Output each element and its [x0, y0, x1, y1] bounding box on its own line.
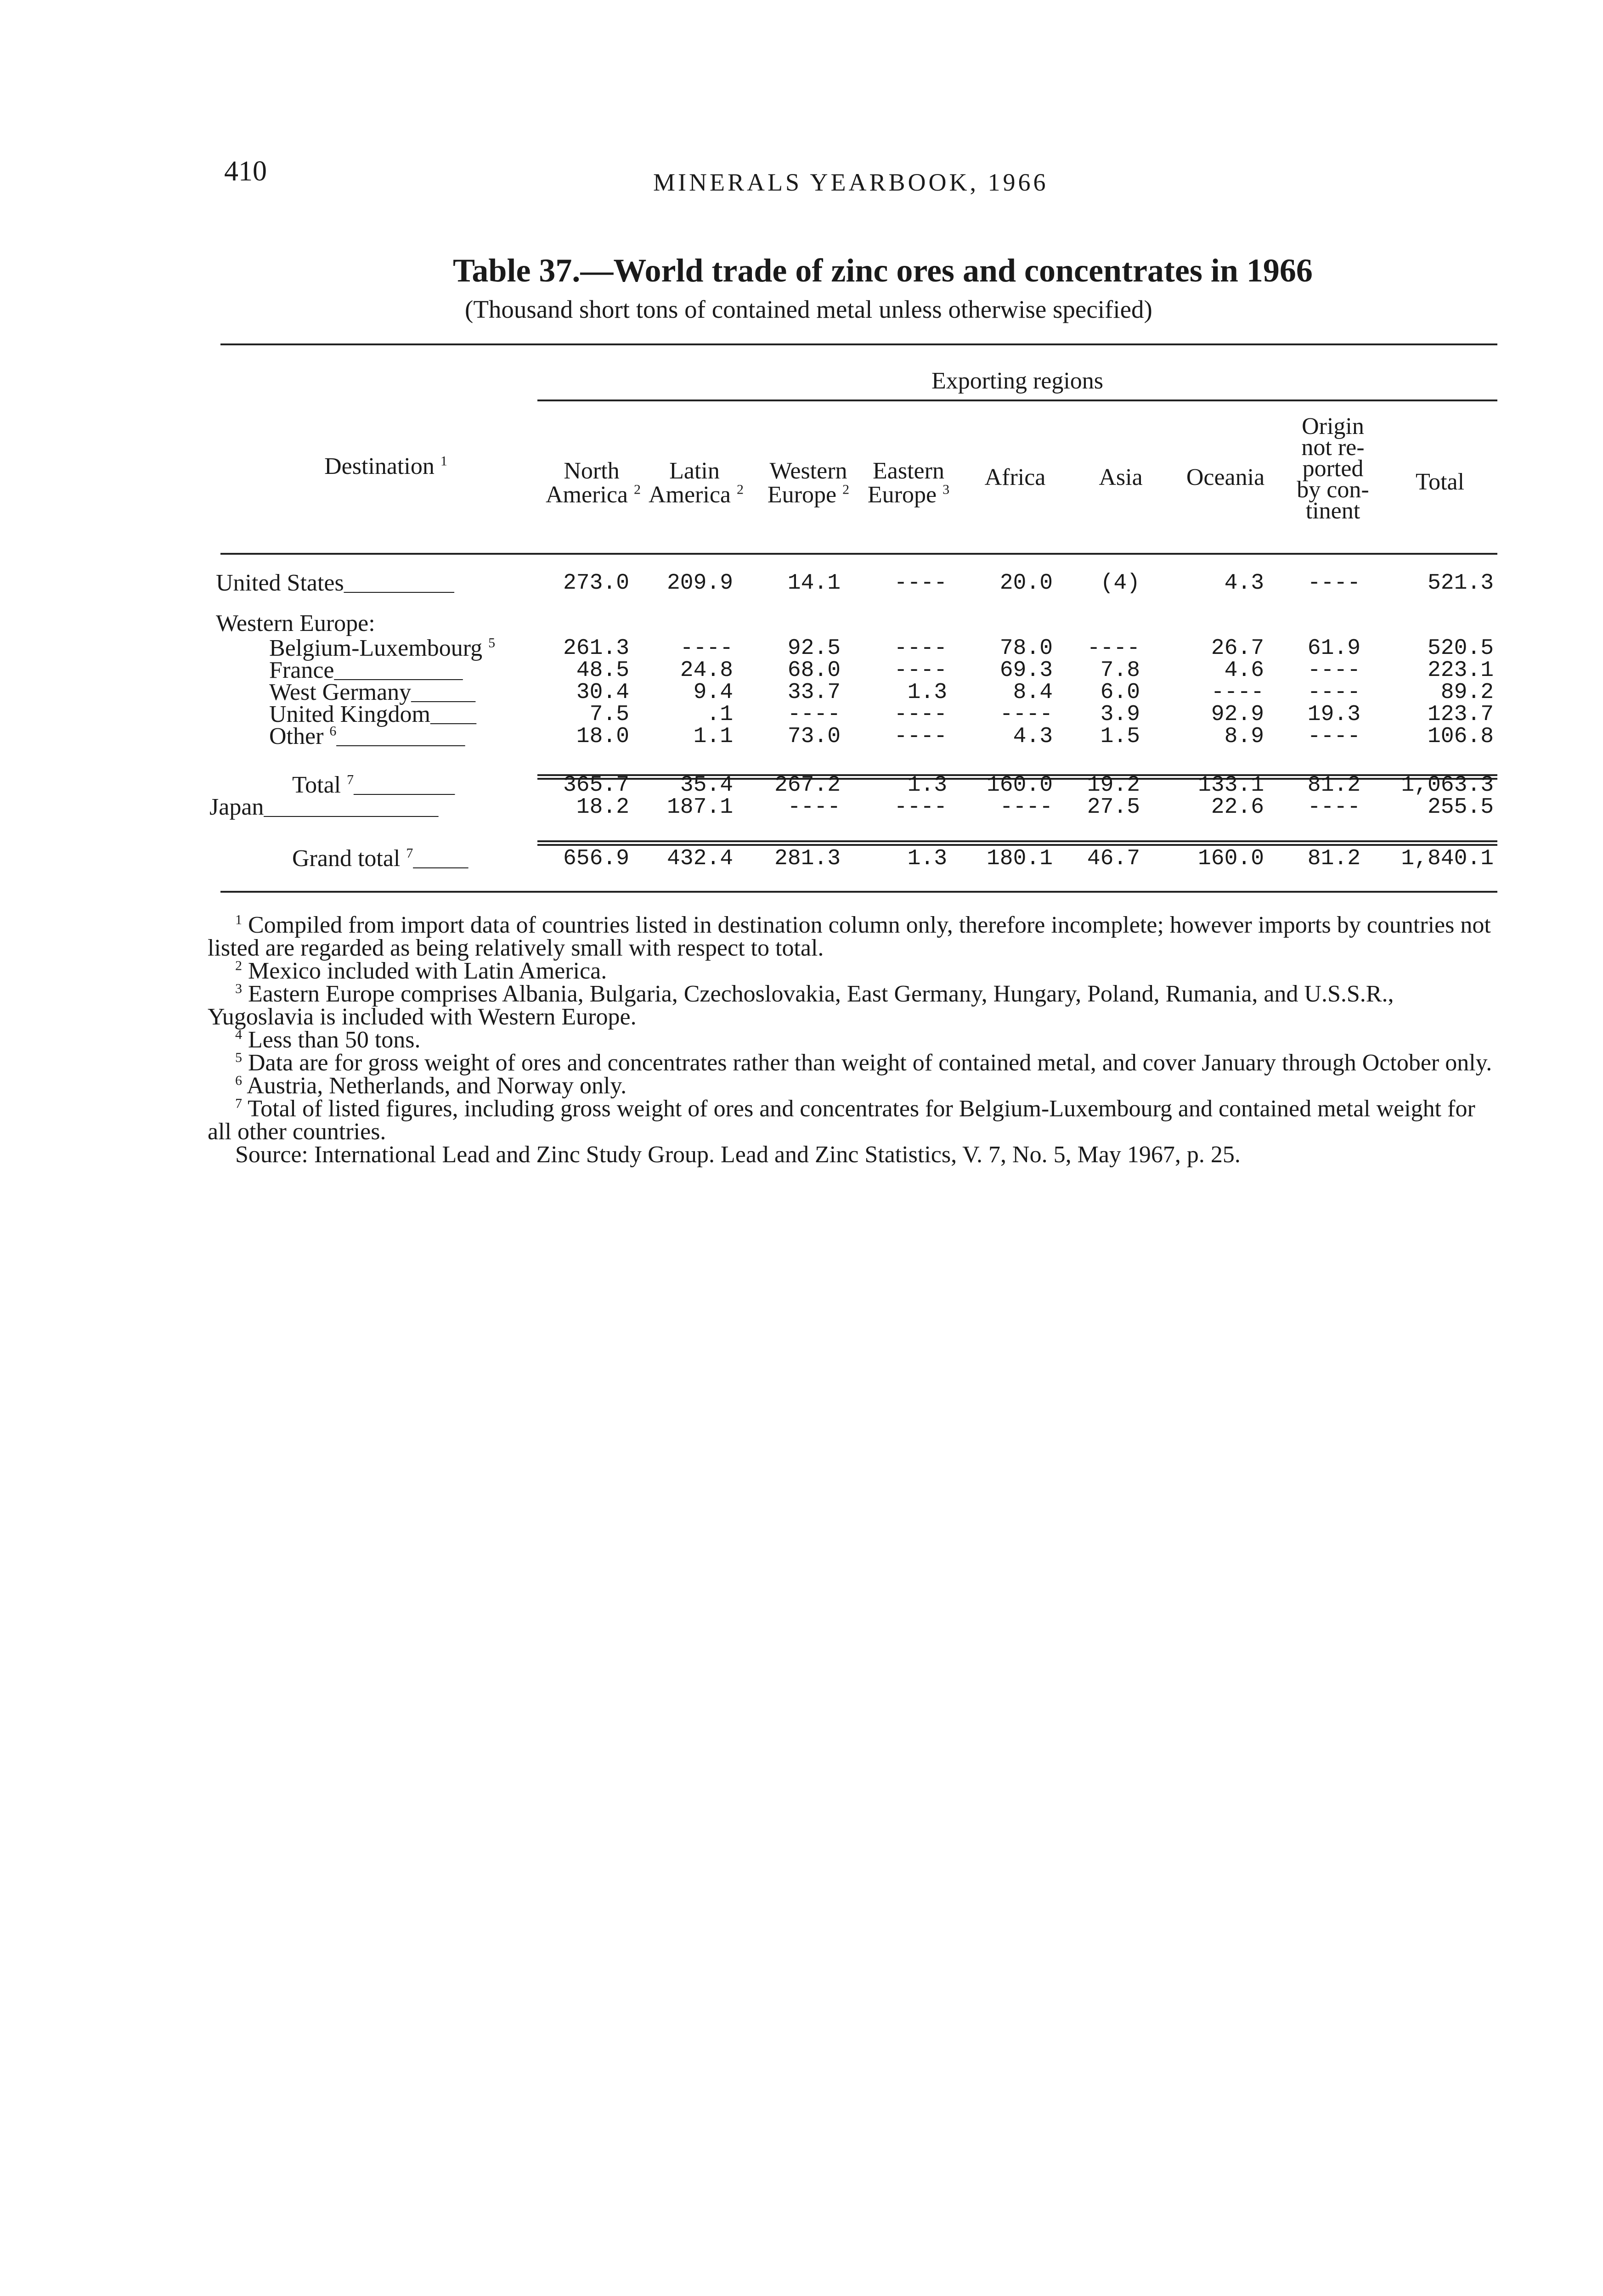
- dot-leader: ______________: [336, 727, 465, 748]
- table-cell: 18.2: [576, 795, 629, 820]
- table-cell: ----: [1211, 680, 1264, 705]
- footnote: $^3$ Eastern Europe comprises Albania, Bulgaria, Czechoslovakia, East Germany, Hungary, Poland, Rumania, and U.S.S.R., Yugoslavia is included with Western Europe.: [208, 981, 1394, 1030]
- table-cell: 89.2: [1440, 680, 1494, 705]
- table-cell: ----: [999, 702, 1053, 727]
- dot-leader: _____: [430, 705, 476, 726]
- footnote-mark: 4: [235, 1027, 242, 1042]
- column-header-line: Origin: [1302, 413, 1364, 439]
- footnote: $^5$ Data are for gross weight of ores and concentrates rather than weight of contained metal, and cover January through October only.: [235, 1050, 1492, 1076]
- table-cell: 81.2: [1307, 846, 1360, 871]
- footnote-ref: 2: [842, 482, 850, 497]
- table-cell: 22.6: [1211, 795, 1264, 820]
- table-cell: 73.0: [787, 724, 841, 749]
- table-cell: 18.0: [576, 724, 629, 749]
- table-cell: 160.0: [1197, 846, 1264, 871]
- table-cell: ----: [1307, 724, 1360, 749]
- table-cell: ----: [894, 702, 947, 727]
- row-label: United States____________: [216, 570, 454, 596]
- table-cell: ----: [680, 636, 733, 661]
- table-cell: ----: [787, 795, 841, 820]
- column-header: [1180, 466, 1271, 490]
- table-cell: ----: [1087, 636, 1140, 661]
- column-header-line: Europe $^3$: [867, 482, 950, 508]
- table-cell: 8.9: [1224, 724, 1264, 749]
- table-cell: 1,840.1: [1401, 846, 1494, 871]
- table-cell: 24.8: [680, 658, 733, 683]
- dot-leader: ______: [413, 850, 468, 870]
- dot-leader: ____________: [344, 574, 454, 595]
- table-cell: 4.6: [1224, 658, 1264, 683]
- table-cell: ----: [894, 636, 947, 661]
- row-label: West Germany_______: [269, 679, 476, 705]
- running-head: MINERALS YEARBOOK, 1966: [653, 169, 1049, 196]
- table-cell: 1.3: [907, 846, 947, 871]
- row-label: United Kingdom_____: [269, 701, 476, 727]
- dot-leader: ______________: [334, 661, 463, 682]
- table-cell: ----: [894, 571, 947, 596]
- footnotes: [208, 914, 1494, 1166]
- footnote: $^1$ Compiled from import data of countries listed in destination column only, therefore incomplete; however imports by countries not listed are regarded as being relatively small with respect to total.: [208, 912, 1491, 961]
- dot-leader: _______: [411, 683, 476, 704]
- footnote-mark: 7: [235, 1096, 242, 1111]
- table-cell: ----: [894, 795, 947, 820]
- table-cell: 27.5: [1087, 795, 1140, 820]
- table-cell: 7.8: [1100, 658, 1140, 683]
- footnote-ref: 1: [440, 453, 447, 469]
- table-cell: ----: [1307, 680, 1360, 705]
- table-cell: 19.3: [1307, 702, 1360, 727]
- column-header-line: Eastern: [873, 458, 944, 484]
- table-cell: 8.4: [1013, 680, 1053, 705]
- table-cell: 273.0: [563, 571, 629, 596]
- table-cell: 656.9: [563, 846, 629, 871]
- column-header-line: Latin: [669, 458, 720, 484]
- destination-header: Destination $^1$: [324, 453, 447, 479]
- row-label: France______________: [269, 657, 463, 683]
- table-cell: 1.3: [907, 773, 947, 798]
- table-cell: ----: [894, 658, 947, 683]
- column-header-line: tinent: [1305, 498, 1360, 524]
- footnote: $^6$ Austria, Netherlands, and Norway only.: [235, 1073, 627, 1099]
- table-cell: 106.8: [1427, 724, 1494, 749]
- footnote-ref: 2: [634, 482, 641, 497]
- table-cell: 180.1: [986, 846, 1053, 871]
- footnote-mark: 6: [235, 1073, 242, 1088]
- table-cell: 35.4: [680, 773, 733, 798]
- footnote-ref: 3: [943, 482, 950, 497]
- column-header-line: Western: [769, 458, 847, 484]
- table-top-rule: [220, 343, 1497, 345]
- table-cell: .1: [706, 702, 733, 727]
- table-subtitle: (Thousand short tons of contained metal unless otherwise specified): [465, 295, 1152, 323]
- table-cell: 187.1: [666, 795, 733, 820]
- table-cell: 1.1: [693, 724, 733, 749]
- table-cell: ----: [1307, 795, 1360, 820]
- table-cell: ----: [1307, 571, 1360, 596]
- footnote-ref: 2: [737, 482, 744, 497]
- table-cell: 432.4: [666, 846, 733, 871]
- footnote: $^2$ Mexico included with Latin America.: [235, 958, 607, 984]
- row-label: Belgium-Luxembourg $^5$: [269, 635, 496, 661]
- table-cell: (4): [1100, 571, 1140, 596]
- column-header-line: Asia: [1099, 464, 1143, 490]
- table-cell: 69.3: [999, 658, 1053, 683]
- footnote-mark: 3: [235, 981, 242, 996]
- table-cell: 223.1: [1427, 658, 1494, 683]
- table-cell: 1,063.3: [1401, 773, 1494, 798]
- column-header: [867, 459, 950, 507]
- table-cell: 7.5: [589, 702, 629, 727]
- page-number: 410: [224, 156, 267, 187]
- table-cell: 521.3: [1427, 571, 1494, 596]
- table-cell: 1.5: [1100, 724, 1140, 749]
- table-bottom-rule: [220, 891, 1497, 893]
- column-header-line: by con-: [1297, 477, 1369, 503]
- table-cell: 92.9: [1211, 702, 1264, 727]
- dot-leader: ___________: [354, 776, 455, 797]
- footnote: $^4$ Less than 50 tons.: [235, 1027, 421, 1053]
- header-bottom-rule: [220, 553, 1497, 555]
- table-cell: 61.9: [1307, 636, 1360, 661]
- table-cell: ----: [999, 795, 1053, 820]
- footnote-ref: 6: [329, 723, 337, 739]
- dot-leader: ___________________: [264, 798, 439, 819]
- table-cell: 133.1: [1197, 773, 1264, 798]
- table-cell: 48.5: [576, 658, 629, 683]
- footnote-mark: 5: [235, 1050, 242, 1065]
- column-header: [978, 466, 1052, 490]
- column-header-line: Europe $^2$: [767, 482, 850, 508]
- table-cell: 26.7: [1211, 636, 1264, 661]
- source-note: Source: International Lead and Zinc Study Group. Lead and Zinc Statistics, V. 7, No. 5, May 1967, p. 25.: [235, 1142, 1241, 1168]
- table-cell: 3.9: [1100, 702, 1140, 727]
- table-cell: 255.5: [1427, 795, 1494, 820]
- table-cell: 520.5: [1427, 636, 1494, 661]
- table-cell: 19.2: [1087, 773, 1140, 798]
- table-cell: 46.7: [1087, 846, 1140, 871]
- column-header: [1089, 466, 1153, 490]
- footnote: $^7$ Total of listed figures, including gross weight of ores and concentrates for Belgium-Luxembourg and contained metal weight for all other countries.: [208, 1096, 1475, 1145]
- table-cell: 6.0: [1100, 680, 1140, 705]
- row-label: Other $^6$______________: [269, 723, 465, 749]
- footnote-ref: 7: [406, 845, 413, 861]
- row-label: Japan___________________: [209, 794, 439, 820]
- table-cell: 160.0: [986, 773, 1053, 798]
- table-cell: 14.1: [787, 571, 841, 596]
- column-header-line: not re-: [1301, 434, 1365, 461]
- table-cell: 92.5: [787, 636, 841, 661]
- table-cell: ----: [894, 724, 947, 749]
- column-header-line: Oceania: [1186, 464, 1265, 490]
- footnote-mark: 1: [235, 912, 242, 928]
- table-cell: ----: [1307, 658, 1360, 683]
- table-cell: ----: [787, 702, 841, 727]
- row-label: Western Europe:: [216, 610, 375, 636]
- footnote-ref: 7: [347, 772, 354, 788]
- column-header: [760, 459, 857, 507]
- column-header: [1292, 413, 1374, 524]
- row-label: Total $^7$___________: [292, 772, 455, 798]
- column-header-line: Total: [1415, 469, 1465, 495]
- table-cell: 4.3: [1224, 571, 1264, 596]
- exporting-regions-header: Exporting regions: [931, 368, 1104, 394]
- column-header: [546, 458, 641, 508]
- column-header: [1403, 470, 1477, 494]
- column-header-line: ported: [1302, 456, 1364, 482]
- table-cell: 20.0: [999, 571, 1053, 596]
- column-header-line: America $^2$: [649, 482, 744, 508]
- column-header-line: America $^2$: [546, 482, 641, 508]
- footnote-ref: 5: [488, 635, 496, 651]
- table-cell: 81.2: [1307, 773, 1360, 798]
- table-cell: 261.3: [563, 636, 629, 661]
- row-label: Grand total $^7$______: [292, 845, 468, 872]
- table-cell: 123.7: [1427, 702, 1494, 727]
- table-title: Table 37.—World trade of zinc ores and concentrates in 1966: [453, 252, 1313, 289]
- table-cell: 281.3: [774, 846, 841, 871]
- japan-rule: [537, 840, 1497, 842]
- table-cell: 33.7: [787, 680, 841, 705]
- exporting-regions-rule: [537, 400, 1497, 401]
- table-cell: 30.4: [576, 680, 629, 705]
- footnote-mark: 2: [235, 958, 242, 974]
- table-cell: 209.9: [666, 571, 733, 596]
- table-cell: 68.0: [787, 658, 841, 683]
- column-header-line: Africa: [984, 464, 1046, 490]
- table-cell: 4.3: [1013, 724, 1053, 749]
- table-cell: 78.0: [999, 636, 1053, 661]
- table-cell: 9.4: [693, 680, 733, 705]
- column-header: [649, 458, 744, 508]
- table-cell: 1.3: [907, 680, 947, 705]
- table-cell: 267.2: [774, 773, 841, 798]
- column-header-line: North: [564, 458, 620, 484]
- table-cell: 365.7: [563, 773, 629, 798]
